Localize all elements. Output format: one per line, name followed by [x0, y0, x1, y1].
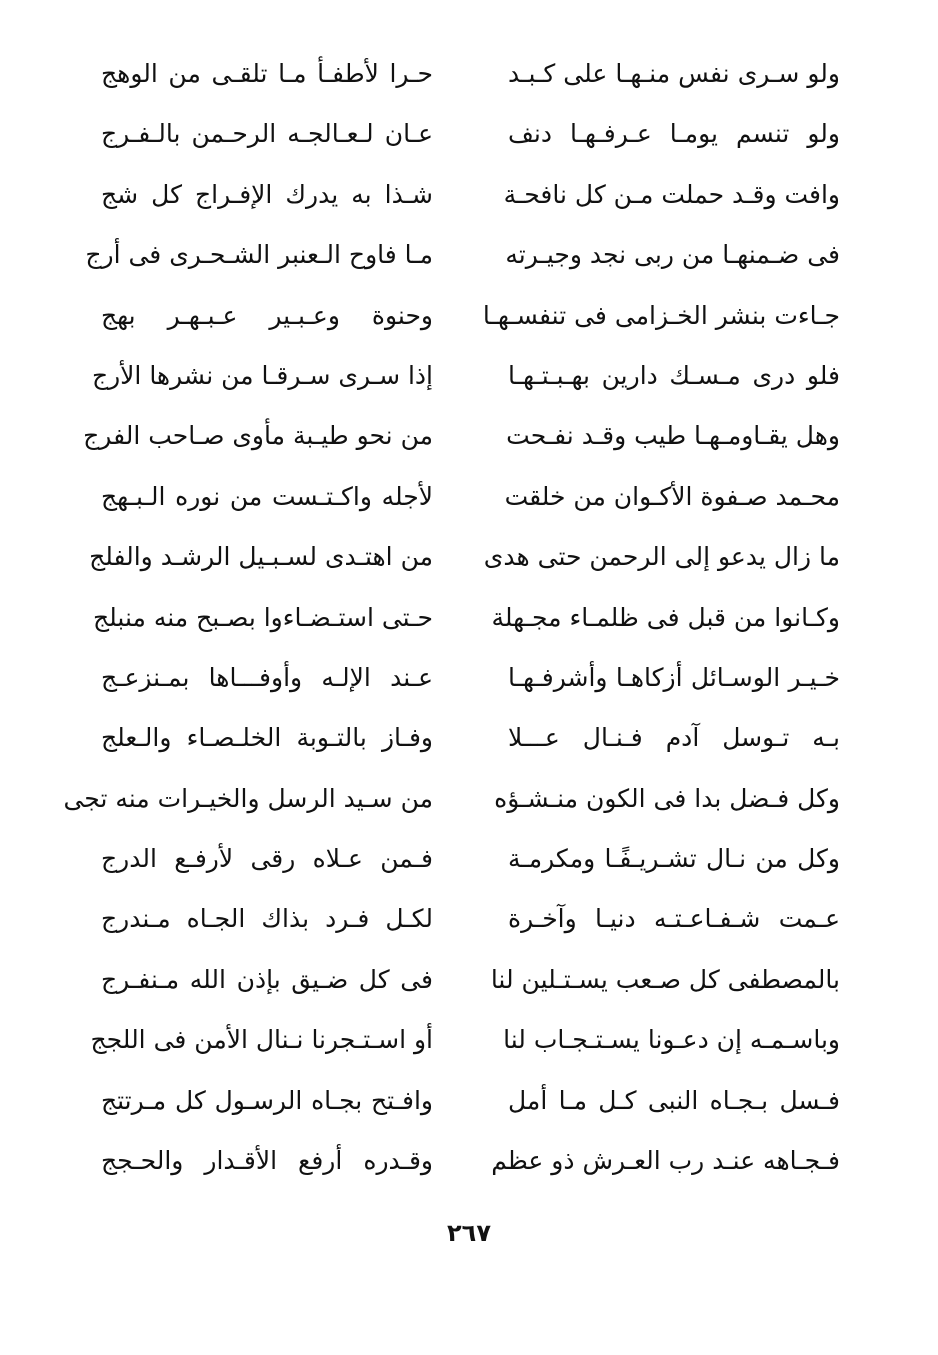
verse-first-hemistich: محـمد صـفوة الأكـوان من خلقت: [504, 481, 840, 511]
verse-line: [0, 346, 938, 406]
verse-second-hemistich: عـان لـعـالجـه الرحـمن بالـفـرج: [101, 119, 433, 149]
verse-first-hemistich: وهل يقـاومـهـا طيب وقـد نفـحت: [506, 421, 840, 451]
verse-line: [0, 829, 938, 889]
verse-first-hemistich: وكل فـضل بدا فى الكون منـشـؤه: [494, 783, 840, 813]
verse-first-hemistich: بالمصطفى كل صـعب يسـتـلين لنا: [490, 964, 840, 994]
verse-second-hemistich: وقـدره أرفع الأقـدار والحـجج: [101, 1146, 433, 1176]
verse-line: [0, 769, 938, 829]
verse-second-hemistich: أو اسـتـجرنا نـنال الأمن فى اللجج: [90, 1025, 433, 1055]
verse-line: [0, 1071, 938, 1131]
verse-second-hemistich: وافـتح بجـاه الرسـول كل مـرتتج: [101, 1085, 433, 1115]
verse-first-hemistich: خـيـر الوسـائل أزكاهـا وأشرفـهـا: [508, 662, 840, 692]
verse-second-hemistich: حـتى استـضـاءوا بصـبح منه منبلج: [93, 602, 433, 632]
verse-second-hemistich: فـمن عـلاه رقى لأرفـع الدرج: [101, 844, 433, 874]
verse-second-hemistich: من نحو طيـبة مأوى صـاحب الفرج: [83, 421, 433, 451]
verse-line: [0, 889, 938, 949]
verse-line: [0, 1131, 938, 1191]
verse-first-hemistich: عـمت شـفـاعـتـه دنيـا وآخـرة: [508, 904, 840, 934]
verse-second-hemistich: حـرا لأطفـأ مـا تلقـى من الوهج: [101, 59, 433, 88]
verse-second-hemistich: وحنوة وعـبـير عـبـهـر بهج: [101, 300, 433, 330]
verse-second-hemistich: مـا فاوح الـعنبر الشـحـرى فى أرج: [85, 240, 433, 270]
verse-second-hemistich: من اهتـدى لسـبـيل الرشـد والفلج: [89, 542, 433, 572]
verse-first-hemistich: فلو درى مـسـك دارين بهـبـتـهـا: [508, 360, 840, 390]
verse-line: [0, 44, 938, 104]
verse-line: [0, 648, 938, 708]
verse-line: [0, 467, 938, 527]
verse-first-hemistich: وكـانوا من قبل فى ظلمـاء مجـهلة: [491, 602, 840, 632]
verse-second-hemistich: عـند الإلـه وأوفـــاها بمـنزعـج: [101, 662, 433, 692]
verse-first-hemistich: ولو تنسم يومـا عـرفـهـا دنف: [508, 119, 840, 149]
verse-first-hemistich: فـسل بـجـاه النبى كـل مـا أمل: [508, 1085, 840, 1115]
verse-second-hemistich: من سـيد الرسل والخيـرات منه تجى: [63, 783, 433, 813]
verse-second-hemistich: لكـل فـرد بذاك الجـاه مـندرج: [101, 904, 433, 934]
poem-body: [0, 44, 938, 1191]
verse-line: [0, 588, 938, 648]
verse-first-hemistich: ما زال يدعو إلى الرحمن حتى هدى: [483, 542, 840, 572]
verse-first-hemistich: بـه تـوسل آدم فـنـال عـــلا: [508, 723, 840, 753]
verse-first-hemistich: فى ضـمنهـا من ربى نجد وجيـرته: [505, 240, 840, 270]
verse-line: [0, 1010, 938, 1070]
verse-line: [0, 225, 938, 285]
verse-second-hemistich: إذا سـرى سـرقـا من نشرها الأرج: [91, 360, 433, 390]
verse-first-hemistich: فـجـاهه عنـد رب العـرش ذو عظم: [491, 1146, 840, 1176]
verse-second-hemistich: لأجله واكـتـست من نوره الـبـهج: [101, 481, 433, 511]
verse-line: [0, 708, 938, 768]
verse-second-hemistich: شـذا به يدرك الإفـراج كل شج: [101, 179, 433, 209]
verse-first-hemistich: وافت وقـد حملت مـن كل نافحـة: [503, 179, 840, 209]
verse-line: [0, 406, 938, 466]
verse-line: [0, 165, 938, 225]
verse-first-hemistich: وباسـمـه إن دعـونا يسـتـجـاب لنا: [503, 1025, 840, 1055]
verse-line: [0, 104, 938, 164]
verse-second-hemistich: وفـاز بالتـوبة الخلـصـاء والـعلج: [101, 723, 433, 753]
verse-first-hemistich: وكل من نـال تشـريـفًـا ومكرمـة: [508, 844, 840, 874]
page-number: ٢٦٧: [447, 1219, 491, 1247]
verse-line: [0, 950, 938, 1010]
verse-line: [0, 286, 938, 346]
verse-line: [0, 527, 938, 587]
verse-first-hemistich: جـاءت بنشر الخـزامى فى تنفسـهـا: [482, 300, 840, 330]
verse-second-hemistich: فى كل ضـيق بإذن الله مـنفـرج: [101, 964, 433, 994]
verse-first-hemistich: ولو سـرى نفس منـهـا على كـبـد: [508, 59, 840, 88]
